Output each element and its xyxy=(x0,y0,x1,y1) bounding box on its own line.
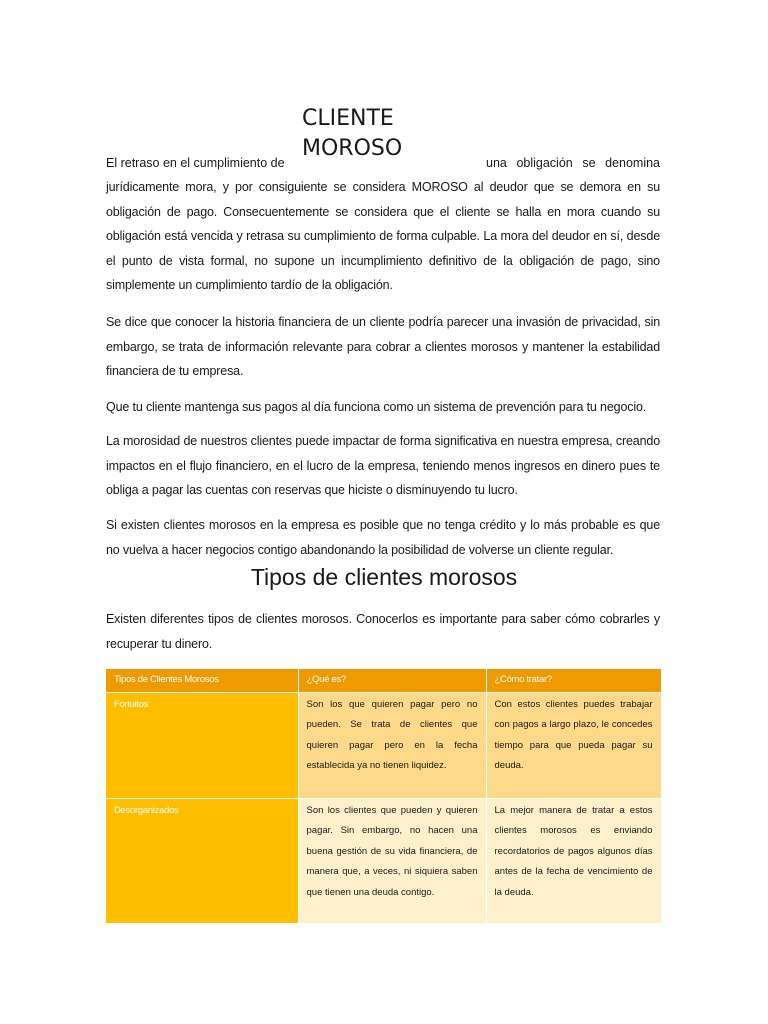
table-row xyxy=(106,798,661,923)
paragraph-4: La morosidad de nuestros clientes puede impactar de forma significativa en nuestra empresa, creando impactos en el flujo financiero, en el lucro de la empresa, teniendo menos ingresos en dinero pues te obliga a pagar las cuentas con reservas que hiciste o disminuyendo tu lucro. xyxy=(106,434,660,497)
header-type: Tipos de Clientes Morosos xyxy=(106,669,298,692)
row-how: La mejor manera de tratar a estos clientes morosos es enviando recordatorios de pagos algunos días antes de la fecha de vencimiento de la deuda. xyxy=(486,798,661,923)
title-line-1: CLIENTE xyxy=(302,106,394,131)
paragraph-5: Si existen clientes morosos en la empresa es posible que no tenga crédito y lo más probable es que no vuelva a hacer negocios contigo abandonando la posibilidad de volverse un cliente regular. xyxy=(106,518,660,557)
paragraph-1-continuation: una obligación se denomina xyxy=(486,156,660,170)
document-title xyxy=(302,104,472,164)
paragraph-3: Que tu cliente mantenga sus pagos al día funciona como un sistema de prevención para tu negocio. xyxy=(106,400,647,414)
row-how: Con estos clientes puedes trabajar con pagos a largo plazo, le concedes tiempo para que pueda pagar su deuda. xyxy=(486,692,661,798)
table-header-row xyxy=(106,669,661,692)
section-heading: Tipos de clientes morosos xyxy=(250,564,518,590)
table-row xyxy=(106,692,661,798)
row-what: Son los que quieren pagar pero no pueden. Se trata de clientes que quieren pagar pero en la fecha establecida ya no tienen liquidez. xyxy=(298,692,486,798)
title-line-2: MOROSO xyxy=(302,136,403,161)
header-how: ¿Cómo tratar? xyxy=(486,669,661,692)
row-what: Son los clientes que pueden y quieren pagar. Sin embargo, no hacen una buena gestión de su vida financiera, de manera que, a veces, ni siquiera saben que tienen una deuda contigo. xyxy=(298,798,486,923)
paragraph-1-body: jurídicamente mora, y por consiguiente se considera MOROSO al deudor que se demora en su obligación de pago. Consecuentemente se considera que el cliente se halla en mora cuando su obligación está vencida y retrasa su cumplimiento de forma culpable. La mora del deudor en sí, desde el punto de vista formal, no supone un incumplimiento definitivo de la obligación de pago, sino simplemente un cumplimiento tardío de la obligación. xyxy=(106,180,660,292)
paragraph-2: Se dice que conocer la historia financiera de un cliente podría parecer una invasión de privacidad, sin embargo, se trata de información relevante para cobrar a clientes morosos y mantener la estabilidad financiera de tu empresa. xyxy=(106,315,660,378)
paragraph-1-start: El retraso en el cumplimiento de xyxy=(106,156,285,170)
row-type: Desorganizados xyxy=(106,798,298,923)
header-what: ¿Qué es? xyxy=(298,669,486,692)
debtor-types-table xyxy=(106,669,662,923)
paragraph-6: Existen diferentes tipos de clientes morosos. Conocerlos es importante para saber cómo cobrarles y recuperar tu dinero. xyxy=(106,612,660,651)
row-type: Fortuitos xyxy=(106,692,298,798)
